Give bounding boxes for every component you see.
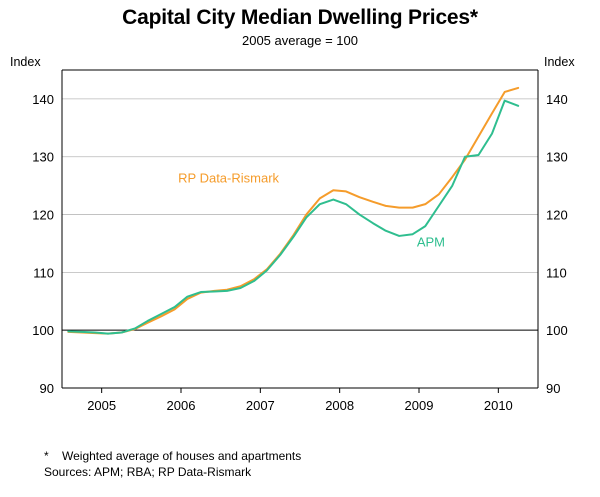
series-line (68, 101, 518, 334)
y-tick-label-right: 100 (546, 323, 568, 339)
y-axis-label-left: Index (10, 55, 41, 69)
series-annotation: RP Data-Rismark (178, 170, 280, 186)
x-tick-label: 2008 (325, 398, 355, 413)
footnote-weighted (44, 448, 301, 464)
x-tick-label: 2005 (87, 398, 117, 413)
sources-text: Sources: APM; RBA; RP Data-Rismark (44, 465, 252, 479)
x-tick-label: 2010 (483, 398, 513, 413)
y-tick-label-left: 140 (32, 91, 54, 107)
y-tick-label-right: 130 (546, 149, 568, 165)
page-title: Capital City Median Dwelling Prices* (122, 6, 478, 29)
y-tick-label-right: 90 (546, 381, 561, 396)
series-annotation: APM (416, 234, 445, 250)
sources-row (44, 464, 301, 480)
line-chart (0, 48, 600, 438)
y-tick-label-left: 100 (32, 323, 54, 339)
y-tick-label-left: 110 (33, 265, 54, 281)
y-tick-label-right: 120 (546, 207, 568, 223)
x-tick-label: 2009 (404, 398, 434, 413)
series-line (68, 88, 518, 334)
y-tick-label-left: 120 (32, 207, 54, 223)
footnote-marker: * (44, 449, 49, 463)
y-tick-label-left: 130 (32, 149, 54, 165)
y-tick-label-left: 90 (39, 381, 54, 396)
footnote-text: Weighted average of houses and apartments (62, 449, 302, 463)
x-tick-label: 2006 (166, 398, 196, 413)
y-axis-label-right: Index (544, 55, 575, 69)
y-tick-label-right: 140 (546, 91, 568, 107)
footnotes (44, 448, 301, 480)
x-tick-label: 2007 (245, 398, 275, 413)
chart-subtitle: 2005 average = 100 (241, 33, 359, 48)
chart-header (0, 6, 600, 48)
y-tick-label-right: 110 (546, 265, 567, 281)
chart-area (0, 48, 600, 438)
